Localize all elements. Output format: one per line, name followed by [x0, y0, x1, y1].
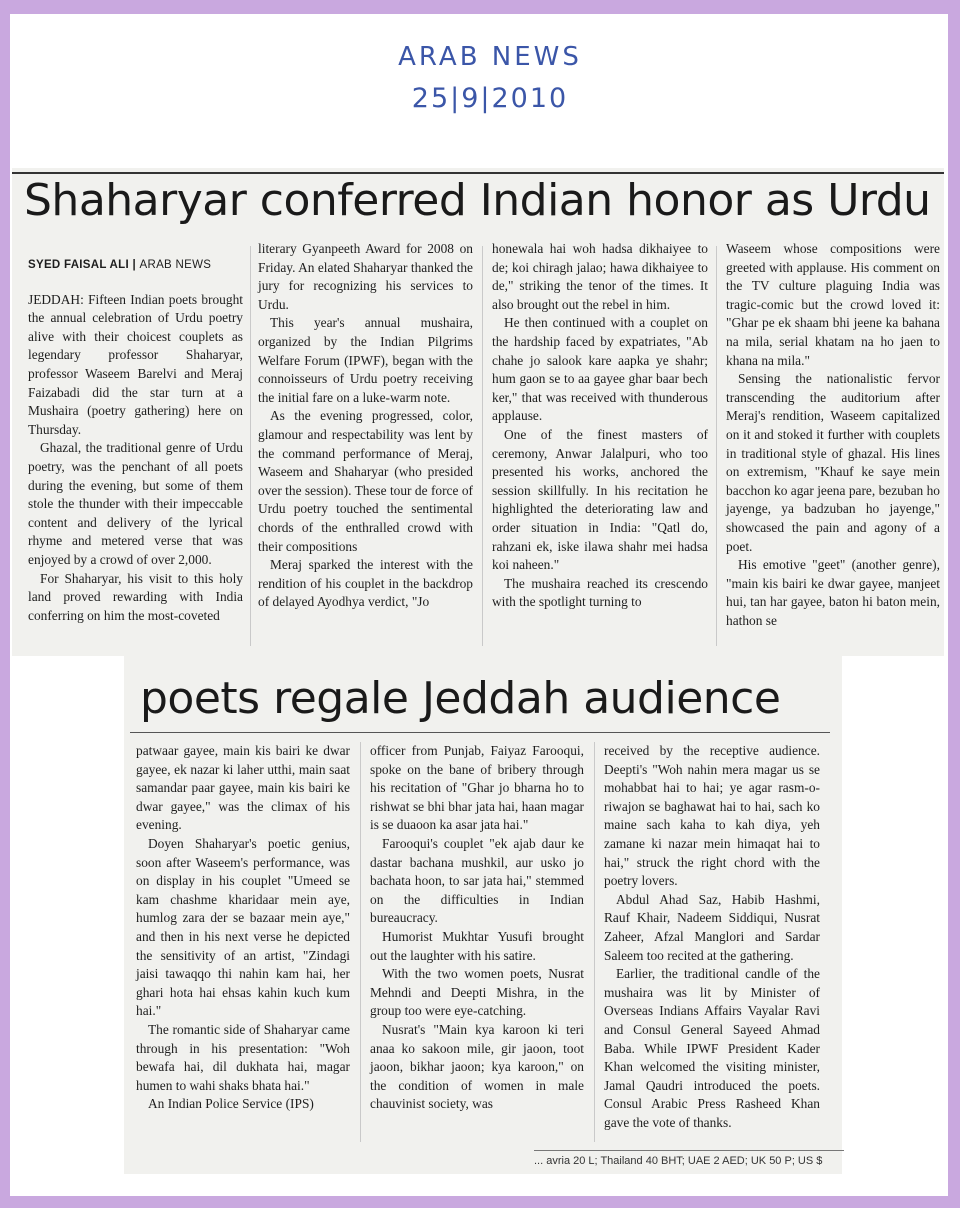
- paragraph: Sensing the nationalistic fervor transcending the auditorium after Meraj's rendition, Waseem capitalized on it and stoked it further with couplets in traditional style of ghazal. His lines on extremism, "Khauf ke saye mein bacchon ko agar jeena pare, bezuban ho jayenge, ya badzuban ho jayenge," showcased the pain and agony of a poet.: [726, 371, 940, 554]
- paragraph: Ghazal, the traditional genre of Urdu poetry, was the penchant of all poets during the evening, but some of them stole the thunder with their impeccable content and delivery of the lyrical rhyme and metered verse that was enjoyed by a crowd of over 2,000.: [28, 440, 243, 567]
- bottom-column-2: [370, 742, 584, 1114]
- paragraph: literary Gyanpeeth Award for 2008 on Friday. An elated Shaharyar thanked the jury for recognizing his services to Urdu.: [258, 241, 473, 312]
- byline-author: SYED FAISAL ALI: [28, 259, 129, 271]
- paragraph: Abdul Ahad Saz, Habib Hashmi, Rauf Khair, Nadeem Siddiqui, Nusrat Zaheer, Afzal Manglori and Sardar Saleem too recited at the gathering.: [604, 891, 820, 963]
- paragraph: JEDDAH: Fifteen Indian poets brought the annual celebration of Urdu poetry alive with their choicest couplets as legendary professor Shaharyar, professor Waseem Barelvi and Meraj Faizabadi did the star turn at a Mushaira (poetry gathering) here on Thursday.: [28, 291, 243, 437]
- top-column-4: [726, 240, 940, 630]
- stamp-publication: ARAB NEWS: [398, 42, 582, 72]
- paragraph: Farooqui's couplet "ek ajab daur ke dastar bachana mushkil, aur usko jo bachata hoon, to sar jata hai," stemmed on the difficulties in Indian bureaucracy.: [370, 835, 584, 926]
- paragraph: An Indian Police Service (IPS): [148, 1096, 314, 1112]
- paragraph: For Shaharyar, his visit to this holy land proved rewarding with India conferring on him the most-coveted: [28, 570, 243, 623]
- top-column-1: [28, 256, 243, 625]
- paragraph: Waseem whose compositions were greeted with applause. His comment on the TV culture plaguing India was tragic-comic but the crowd loved it: "Ghar pe ek shaam bhi jeene ka bahana na mila, serial khatam na ho jaen to khana na mila.": [726, 241, 940, 368]
- headline-part-1: Shaharyar conferred Indian honor as Urdu: [24, 175, 931, 226]
- top-column-3: [492, 240, 708, 612]
- column-divider: [360, 742, 361, 1142]
- paragraph: His emotive "geet" (another genre), "main kis bairi ke dwar gayee, manjeet hui, tan har gayee, baton hi baton mein, hathon se: [726, 557, 940, 628]
- headline-bottom-rule: [130, 732, 830, 733]
- column-divider: [482, 246, 483, 646]
- top-column-2: [258, 240, 473, 612]
- paragraph: Nusrat's "Main kya karoon ki teri anaa ko sakoon mile, gir jaoon, toot jaoon, bikhar jaoon; kya karoon," on the condition of women in male chauvinist society, was: [370, 1021, 584, 1112]
- byline-publication: ARAB NEWS: [139, 259, 212, 271]
- paragraph: Doyen Shaharyar's poetic genius, soon after Waseem's performance, was on display in his couplet "Umeed se kam chashme kharidaar mein aye, humlog zara der se bazaar mein aye," and then in his next verse he depicted the sensitivity of an artist, "Zindagi jaisi tawaqqo thi nahin kam hai, her ghari hota hai ehsas kahin kuch kum hai.": [136, 835, 350, 1019]
- paragraph: patwaar gayee, main kis bairi ke dwar gayee, ek nazar ki laher utthi, main saat samandar paar gayee, main kis bairi ke dwar gayee," was the climax of his evening.: [136, 743, 350, 833]
- byline: [28, 256, 243, 275]
- column-divider: [250, 246, 251, 646]
- column-divider: [594, 742, 595, 1142]
- headline-part-2: poets regale Jeddah audience: [140, 673, 781, 724]
- paragraph: He then continued with a couplet on the hardship faced by expatriates, "Ab chahe jo salook kare aapka ye shahr; hum gaon se to aa gayee ghar baar bech ker," that was received with thunderous applause.: [492, 315, 708, 424]
- paragraph: Humorist Mukhtar Yusufi brought out the laughter with his satire.: [370, 928, 584, 963]
- paragraph: officer from Punjab, Faiyaz Farooqui, spoke on the bane of bribery through his recitation of "Ghar jo bharna ho to rishwat se bhi bhar jata hai, haan magar is se duaoon ka asar jata hai.": [370, 743, 584, 833]
- paragraph: honewala hai woh hadsa dikhaiyee to de; koi chiragh jalao; hawa dikhaiyee to de," striking the tenor of the times. It also brought out the rebel in him.: [492, 241, 708, 312]
- paragraph: The mushaira reached its crescendo with the spotlight turning to: [492, 575, 708, 610]
- paragraph: This year's annual mushaira, organized by the Indian Pilgrims Welfare Forum (IPWF), began with the connoisseurs of Urdu poetry receiving the initial fare on a luke-warm note.: [258, 315, 473, 405]
- stamp-date: 25|9|2010: [411, 83, 569, 114]
- paragraph: Earlier, the traditional candle of the mushaira was lit by Minister of Overseas Indians Affairs Vayalar Ravi and Consul General Sayeed Ahmad Baba. While IPWF President Kader Khan welcomed the visiting minister, Jamal Qaudri introduced the poets. Consul Arabic Press Rasheed Khan gave the vote of thanks.: [604, 966, 820, 1130]
- paragraph: With the two women poets, Nusrat Mehndi and Deepti Mishra, in the group too were eye-catching.: [370, 966, 584, 1019]
- column-divider: [716, 246, 717, 646]
- paragraph: Meraj sparked the interest with the rendition of his couplet in the backdrop of delayed Ayodhya verdict, "Jo: [258, 557, 473, 610]
- paragraph: As the evening progressed, color, glamour and respectability was lent by the command performance of Meraj, Waseem and Shaharyar (who presided over the session). These tour de force of Urdu poetry touched the sentimental chords of the enthralled crowd with their compositions: [258, 408, 473, 554]
- handwritten-source-stamp: [360, 36, 620, 120]
- bottom-column-1: [136, 742, 350, 1114]
- bottom-column-3: [604, 742, 820, 1132]
- byline-separator: |: [129, 259, 140, 271]
- price-line: ... avria 20 L; Thailand 40 BHT; UAE 2 AED; UK 50 P; US $: [534, 1150, 844, 1167]
- paragraph: The romantic side of Shaharyar came through in his presentation: "Woh bewafa hai, dil dukhata hai, magar humen to wahi shaks bhata hai.": [136, 1021, 350, 1093]
- paragraph: One of the finest masters of ceremony, Anwar Jalalpuri, who too presented his works, anchored the session skillfully. In his recitation he highlighted the deteriorating law and order situation in India: "Qatl do, rahzani ek, iske ilawa shahr mei hadsa koi naheen.": [492, 426, 708, 573]
- paragraph: received by the receptive audience. Deepti's "Woh nahin mera magar us se mohabbat hai to hai; ye agar rasm-o-riwajon se baghawat hai to hai, sach ko maine sach kaha to kah diya, yeh zamane ki nazar mein himaqat hai to hai," struck the right chord with the poetry lovers.: [604, 743, 820, 889]
